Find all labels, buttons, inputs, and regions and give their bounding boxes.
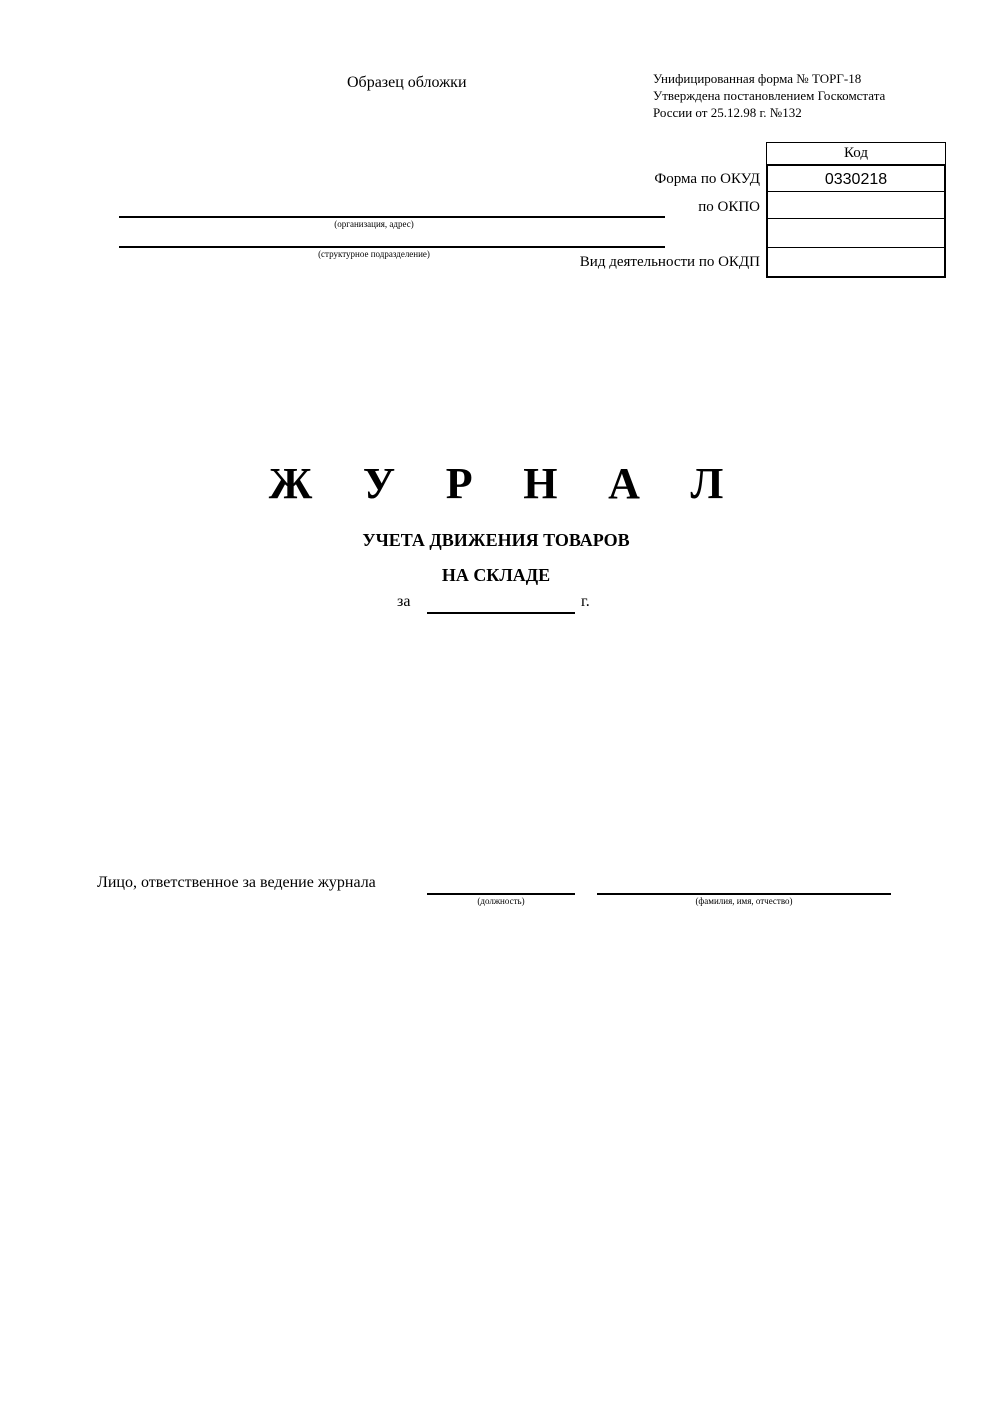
okdp-code-cell[interactable] <box>766 247 946 278</box>
journal-subtitle-line1: УЧЕТА ДВИЖЕНИЯ ТОВАРОВ <box>362 530 630 550</box>
approval-line: Утверждена постановлением Госкомстата <box>653 88 886 103</box>
position-line[interactable] <box>427 893 575 895</box>
journal-subtitle-line2: НА СКЛАДЕ <box>441 565 551 585</box>
approval-line: России от 25.12.98 г. №132 <box>653 105 802 120</box>
sample-title: Образец обложки <box>347 74 467 91</box>
period-year-line[interactable] <box>427 612 575 614</box>
division-line[interactable] <box>119 246 665 248</box>
period-suffix: г. <box>581 593 590 610</box>
okpo-label: по ОКПО <box>698 199 760 215</box>
responsible-person-label: Лицо, ответственное за ведение журнала <box>97 874 376 891</box>
position-caption: (должность) <box>477 896 525 906</box>
journal-title: Ж У Р Н А Л <box>268 459 744 508</box>
division-caption: (структурное подразделение) <box>318 249 430 259</box>
period-prefix: за <box>397 593 411 610</box>
organization-caption: (организация, адрес) <box>334 219 414 229</box>
okud-code-cell[interactable]: 0330218 <box>766 164 946 191</box>
full-name-caption: (фамилия, имя, отчество) <box>695 896 793 906</box>
okdp-label: Вид деятельности по ОКДП <box>579 254 760 270</box>
full-name-line[interactable] <box>597 893 891 895</box>
code-column-header: Код <box>766 142 946 164</box>
okpo-code-cell[interactable] <box>766 191 946 218</box>
extra-code-cell[interactable] <box>766 218 946 247</box>
okud-label: Форма по ОКУД <box>654 171 760 187</box>
form-approval-block <box>653 70 885 121</box>
approval-line: Унифицированная форма № ТОРГ-18 <box>653 71 862 86</box>
organization-line[interactable] <box>119 216 665 218</box>
